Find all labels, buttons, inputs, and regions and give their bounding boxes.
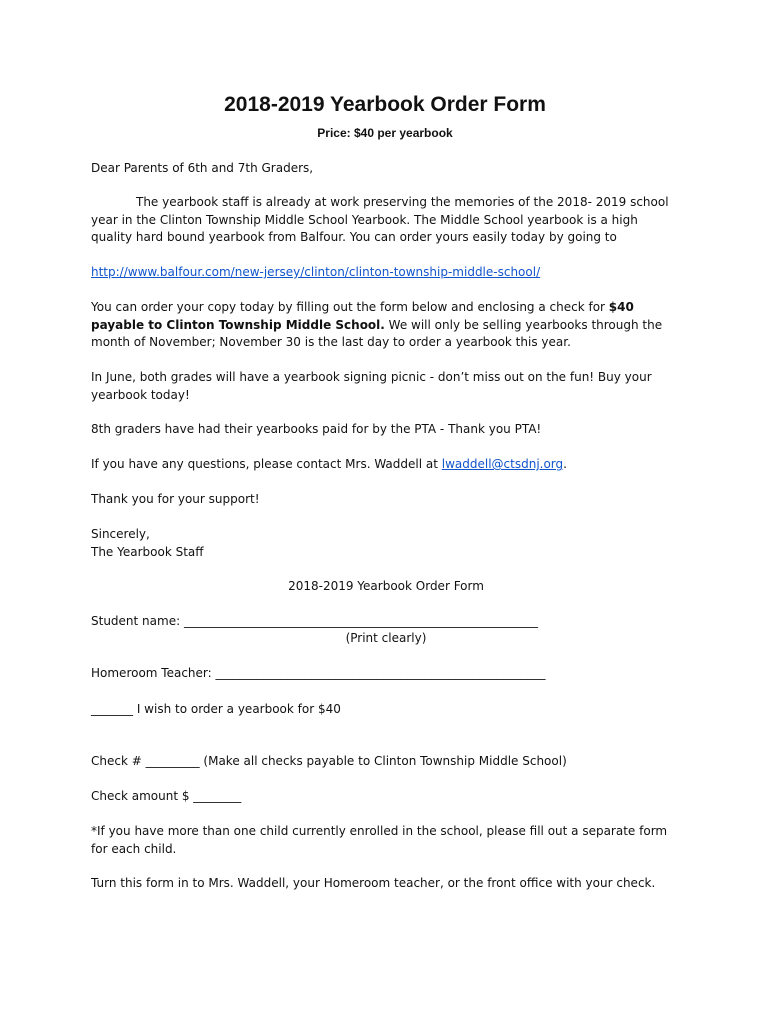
page-title: 2018-2019 Yearbook Order Form [224, 93, 546, 116]
check-amount-field[interactable]: Check amount $ ________ [91, 789, 242, 803]
questions-text: If you have any questions, please contact Mrs. Waddell at [91, 457, 442, 471]
pta-paragraph: 8th graders have had their yearbooks paid for by the PTA - Thank you PTA! [91, 422, 542, 436]
order-paragraph [91, 299, 681, 352]
closing-line: Sincerely, [91, 527, 150, 541]
homeroom-teacher-field[interactable]: Homeroom Teacher: _______________________________________________________ [91, 666, 546, 680]
picnic-paragraph: In June, both grades will have a yearbook signing picnic - don’t miss out on the fun! Buy your yearbook today! [91, 370, 652, 402]
order-text: You can order your copy today by filling out the form below and enclosing a check for [91, 300, 609, 314]
form-heading: 2018-2019 Yearbook Order Form [288, 579, 484, 593]
turn-in-instructions: Turn this form in to Mrs. Waddell, your Homeroom teacher, or the front office with your check. [91, 876, 656, 890]
balfour-link[interactable]: http://www.balfour.com/new-jersey/clinton/clinton-township-middle-school/ [91, 265, 541, 279]
check-number-field[interactable]: Check # _________ (Make all checks payable to Clinton Township Middle School) [91, 754, 567, 768]
email-link[interactable]: lwaddell@ctsdnj.org [441, 457, 564, 471]
order-text-end: We will only be selling yearbooks through the month of November; November 30 is the last day to order a yearbook this year. [91, 317, 663, 349]
signature-line: The Yearbook Staff [91, 544, 204, 559]
print-clearly-note: (Print clearly) [345, 631, 427, 645]
multiple-children-note: *If you have more than one child currently enrolled in the school, please fill out a separate form for each child. [91, 824, 668, 856]
order-yearbook-field[interactable]: _______ I wish to order a yearbook for $40 [91, 702, 341, 716]
intro-paragraph: The yearbook staff is already at work preserving the memories of the 2018- 2019 school year in the Clinton Township Middle School Yearbook. The Middle School yearbook is a high quality hard bound yearbook from Balfour. You can order yours easily today by going to [91, 195, 669, 244]
link-paragraph [91, 264, 681, 282]
signoff-block [91, 526, 681, 561]
greeting: Dear Parents of 6th and 7th Graders, [91, 161, 314, 175]
questions-end: . [563, 457, 567, 471]
order-bold-text: $40 payable to Clinton Township Middle School. [91, 300, 634, 332]
price-subtitle: Price: $40 per yearbook [317, 126, 453, 140]
student-name-field[interactable]: Student name: ___________________________________________________________ [91, 614, 538, 628]
questions-paragraph [91, 456, 681, 474]
thanks-line: Thank you for your support! [91, 492, 260, 506]
